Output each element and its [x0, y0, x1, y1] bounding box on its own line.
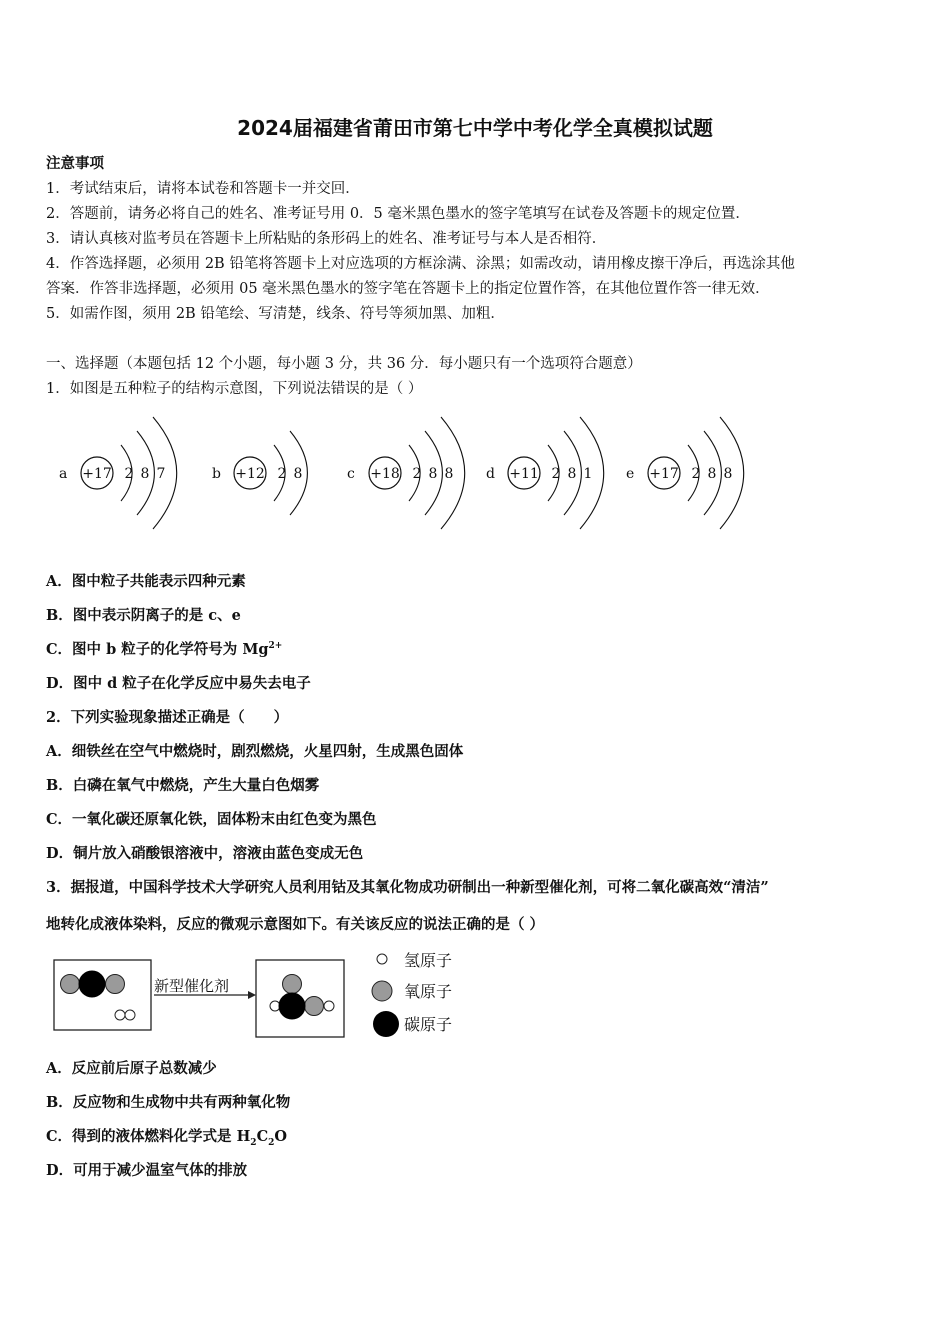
nucleus-charge: +18	[370, 466, 400, 482]
q1-option-c-charge: 2+	[268, 641, 283, 652]
electron-count: 2	[412, 466, 422, 482]
particle-label-c: c	[347, 466, 355, 482]
electron-count: 2	[551, 466, 561, 482]
legend-carbon: 碳原子	[404, 1015, 453, 1034]
q3-option-c-pre: C．得到的液体燃料化学式是 H	[46, 1128, 251, 1145]
electron-count: 8	[428, 466, 438, 482]
q3-option-c-sub1: 2	[250, 1137, 257, 1148]
notice-item-2: 2．答题前，请务必将自己的姓名、准考证号用 0．5 毫米黑色墨水的签字笔填写在试卷及答题卡的规定位置．	[46, 206, 750, 222]
q3-option-b: B．反应物和生成物中共有两种氧化物	[46, 1094, 291, 1111]
q1-option-a: A．图中粒子共能表示四种元素	[46, 573, 246, 590]
q2-option-b: B．白磷在氧气中燃烧，产生大量白色烟雾	[46, 777, 320, 794]
particle-label-e: e	[626, 466, 635, 482]
q3-option-c-mid: C	[256, 1128, 269, 1145]
q2-option-d: D．铜片放入硝酸银溶液中，溶液由蓝色变成无色	[46, 845, 364, 862]
notice-item-1: 1．考试结束后，请将本试卷和答题卡一并交回．	[46, 181, 360, 197]
q3-stem-line1: 3．据报道，中国科学技术大学研究人员利用钴及其氧化物成功研制出一种新型催化剂，可将二氧化碳高效“清洁”	[46, 879, 769, 896]
particle-label-a: a	[59, 466, 68, 482]
q3-option-c-post: O	[274, 1128, 288, 1145]
notice-item-3: 3．请认真核对监考员在答题卡上所粘贴的条形码上的姓名、准考证号与本人是否相符．	[46, 231, 607, 247]
reaction-diagram	[40, 945, 480, 1045]
section-heading: 一、选择题（本题包括 12 个小题，每小题 3 分，共 36 分．每小题只有一个选项符合题意）	[46, 356, 642, 372]
electron-count: 2	[691, 466, 701, 482]
q1-option-c-text: C．图中 b 粒子的化学符号为 Mg	[46, 641, 269, 658]
arrow-label: 新型催化剂	[154, 977, 230, 995]
q1-option-c	[46, 638, 282, 659]
electron-count: 8	[567, 466, 577, 482]
q3-option-d: D．可用于减少温室气体的排放	[46, 1162, 248, 1179]
q1-stem: 1．如图是五种粒子的结构示意图，下列说法错误的是（ ）	[46, 381, 423, 397]
nucleus-charge: +11	[509, 466, 539, 482]
reactants-box	[54, 960, 151, 1030]
particle-diagrams	[0, 410, 950, 540]
nucleus-charge: +17	[649, 466, 679, 482]
q1-option-d: D．图中 d 粒子在化学反应中易失去电子	[46, 675, 311, 692]
q3-option-c	[46, 1125, 287, 1148]
electron-count: 8	[140, 466, 150, 482]
electron-count: 8	[293, 466, 303, 482]
q2-option-c: C．一氧化碳还原氧化铁，固体粉末由红色变为黑色	[46, 811, 377, 828]
electron-count: 2	[277, 466, 287, 482]
particle-label-d: d	[486, 466, 495, 482]
notice-heading: 注意事项	[46, 155, 104, 172]
particle-label-b: b	[212, 466, 221, 482]
q3-option-c-sub2: 2	[268, 1137, 275, 1148]
nucleus-charge: +12	[235, 466, 265, 482]
legend-oxygen: 氧原子	[404, 982, 453, 1001]
q3-option-a: A．反应前后原子总数减少	[46, 1060, 217, 1077]
electron-count: 8	[707, 466, 717, 482]
notice-item-4-cont: 答案．作答非选择题，必须用 05 毫米黑色墨水的签字笔在答题卡上的指定位置作答，在其他位置作答一律无效．	[46, 281, 770, 297]
legend-hydrogen: 氢原子	[404, 951, 453, 970]
notice-item-4: 4．作答选择题，必须用 2B 铅笔将答题卡上对应选项的方框涂满、涂黑；如需改动，请用橡皮擦干净后，再选涂其他	[46, 256, 795, 272]
q1-option-b: B．图中表示阴离子的是 c、e	[46, 607, 241, 624]
q2-stem: 2．下列实验现象描述正确是（ ）	[46, 709, 289, 726]
electron-count: 8	[444, 466, 454, 482]
q2-option-a: A．细铁丝在空气中燃烧时，剧烈燃烧，火星四射，生成黑色固体	[46, 743, 464, 760]
electron-count: 1	[583, 466, 593, 482]
electron-count: 2	[124, 466, 134, 482]
electron-count: 8	[723, 466, 733, 482]
page-title: 2024届福建省莆田市第七中学中考化学全真模拟试题	[237, 116, 713, 140]
q3-stem-line2: 地转化成液体染料，反应的微观示意图如下。有关该反应的说法正确的是（ ）	[46, 916, 545, 933]
nucleus-charge: +17	[82, 466, 112, 482]
electron-count: 7	[156, 466, 166, 482]
notice-item-5: 5．如需作图，须用 2B 铅笔绘、写清楚，线条、符号等须加黑、加粗．	[46, 306, 505, 322]
